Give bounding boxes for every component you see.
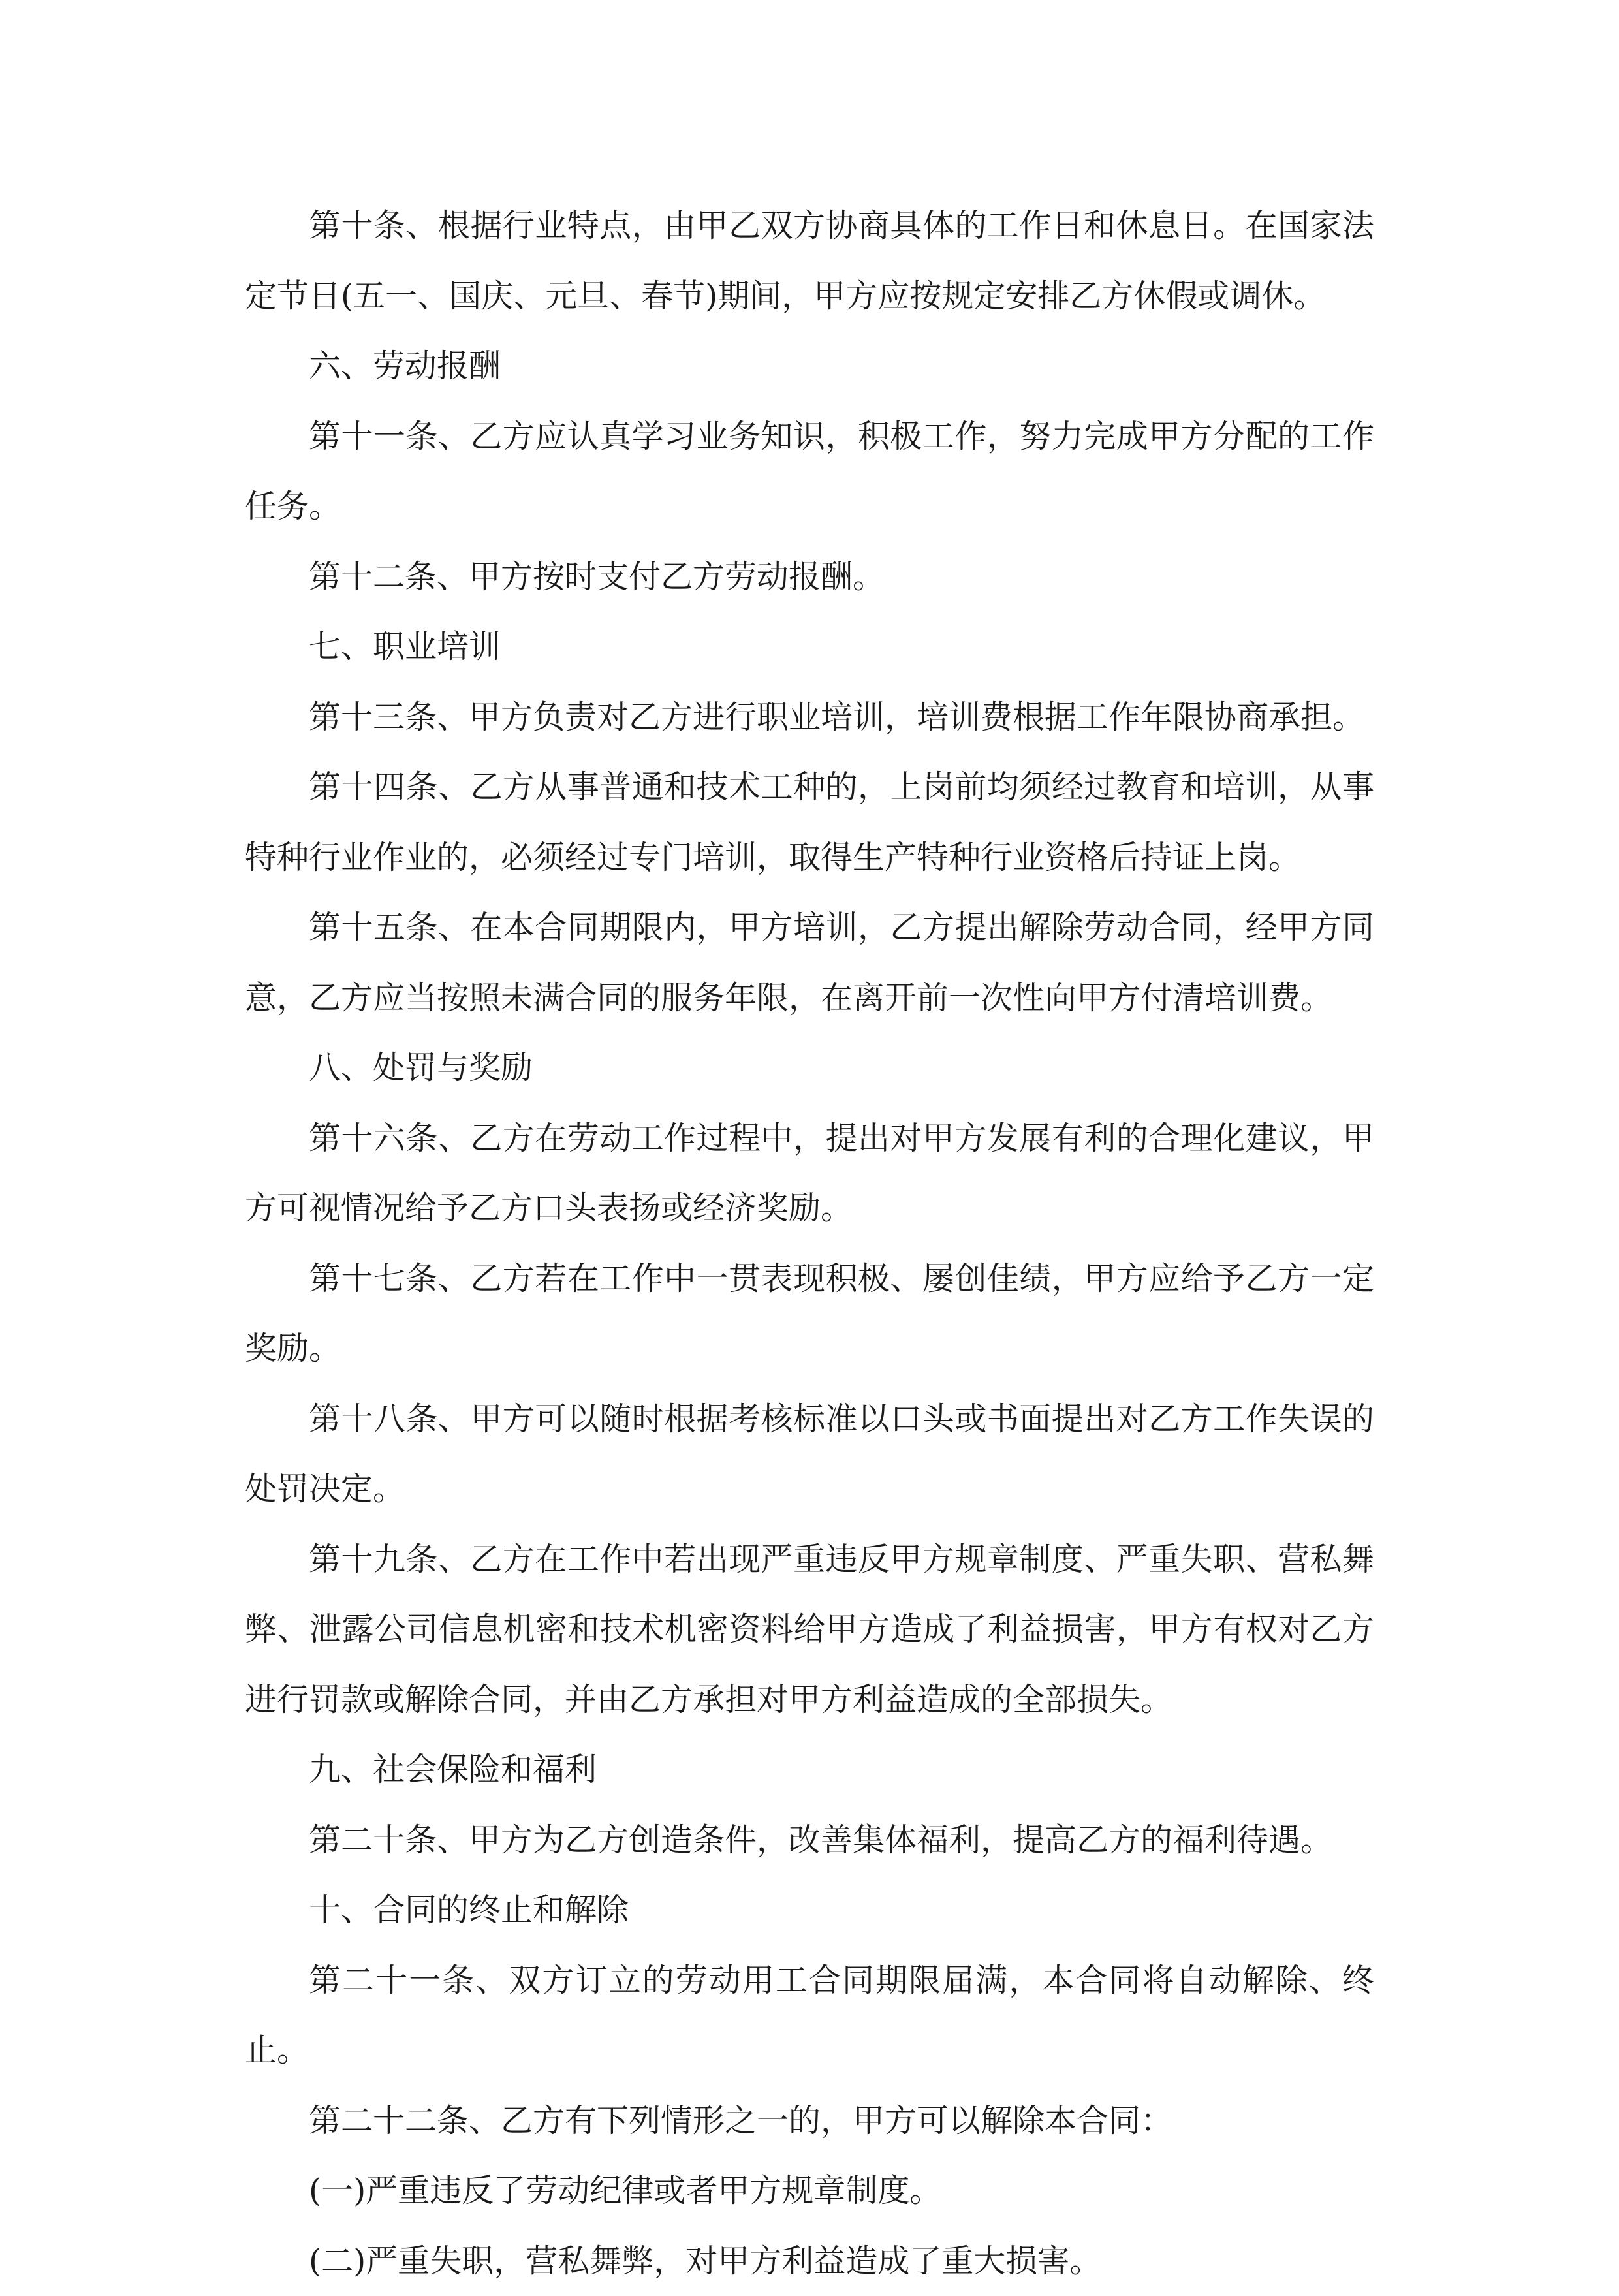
section-heading-labor-pay: 六、劳动报酬 — [245, 331, 1374, 401]
article-20: 第二十条、甲方为乙方创造条件，改善集体福利，提高乙方的福利待遇。 — [245, 1805, 1374, 1876]
article-13: 第十三条、甲方负责对乙方进行职业培训，培训费根据工作年限协商承担。 — [245, 682, 1374, 753]
section-heading-vocational-training: 七、职业培训 — [245, 612, 1374, 682]
article-12: 第十二条、甲方按时支付乙方劳动报酬。 — [245, 542, 1374, 612]
section-heading-penalties-rewards: 八、处罚与奖励 — [245, 1033, 1374, 1103]
article-16: 第十六条、乙方在劳动工作过程中，提出对甲方发展有利的合理化建议，甲方可视情况给予乙方口头表扬或经济奖励。 — [245, 1103, 1374, 1244]
article-10: 第十条、根据行业特点，由甲乙双方协商具体的工作日和休息日。在国家法定节日(五一、国庆、元旦、春节)期间，甲方应按规定安排乙方休假或调休。 — [245, 191, 1374, 331]
article-22: 第二十二条、乙方有下列情形之一的，甲方可以解除本合同： — [245, 2086, 1374, 2156]
section-heading-social-insurance: 九、社会保险和福利 — [245, 1735, 1374, 1805]
article-19: 第十九条、乙方在工作中若出现严重违反甲方规章制度、严重失职、营私舞弊、泄露公司信息机密和技术机密资料给甲方造成了利益损害，甲方有权对乙方进行罚款或解除合同，并由乙方承担对甲方利益造成的全部损失。 — [245, 1524, 1374, 1735]
article-11: 第十一条、乙方应认真学习业务知识，积极工作，努力完成甲方分配的工作任务。 — [245, 401, 1374, 542]
article-18: 第十八条、甲方可以随时根据考核标准以口头或书面提出对乙方工作失误的处罚决定。 — [245, 1384, 1374, 1524]
clause-item-1: (一)严重违反了劳动纪律或者甲方规章制度。 — [245, 2156, 1374, 2226]
document-body — [245, 191, 1374, 2296]
article-15: 第十五条、在本合同期限内，甲方培训，乙方提出解除劳动合同，经甲方同意，乙方应当按照未满合同的服务年限，在离开前一次性向甲方付清培训费。 — [245, 892, 1374, 1033]
article-14: 第十四条、乙方从事普通和技术工种的，上岗前均须经过教育和培训，从事特种行业作业的，必须经过专门培训，取得生产特种行业资格后持证上岗。 — [245, 752, 1374, 892]
article-21: 第二十一条、双方订立的劳动用工合同期限届满，本合同将自动解除、终止。 — [245, 1945, 1374, 2086]
clause-item-2: (二)严重失职，营私舞弊，对甲方利益造成了重大损害。 — [245, 2226, 1374, 2296]
article-17: 第十七条、乙方若在工作中一贯表现积极、屡创佳绩，甲方应给予乙方一定奖励。 — [245, 1244, 1374, 1384]
section-heading-termination: 十、合同的终止和解除 — [245, 1875, 1374, 1945]
